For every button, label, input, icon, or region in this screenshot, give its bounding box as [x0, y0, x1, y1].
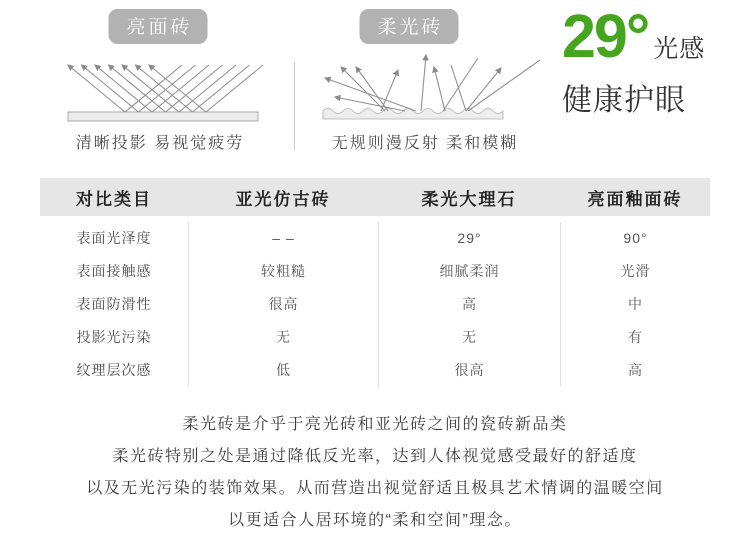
gloss-value: 29° — [562, 2, 649, 70]
table-cell: 90° — [560, 222, 710, 255]
product-description — [0, 409, 750, 537]
soft-tile-badge: 柔光砖 — [359, 9, 458, 44]
table-cell: – – — [188, 222, 378, 255]
comparison-table — [40, 178, 710, 387]
table-row — [40, 354, 710, 387]
table-row — [40, 288, 710, 321]
table-cell: 很高 — [378, 354, 560, 387]
row-label: 表面光泽度 — [76, 230, 152, 246]
row-label: 表面接触感 — [76, 263, 152, 279]
table-header-row — [40, 178, 710, 216]
table-cell: 高 — [378, 288, 560, 321]
row-label: 纹理层次感 — [76, 362, 152, 378]
description-line: 柔光砖是介乎于亮光砖和亚光砖之间的瓷砖新品类 — [182, 416, 568, 433]
table-header-category: 对比类目 — [76, 189, 152, 209]
table-row — [40, 321, 710, 354]
table-header-glossy-glazed: 亮面釉面砖 — [587, 189, 683, 209]
table-cell: 低 — [188, 354, 378, 387]
table-row — [40, 222, 710, 255]
gloss-stat-block — [562, 2, 737, 119]
row-label: 表面防滑性 — [76, 296, 152, 312]
table-header-matte-tile: 亚光仿古砖 — [235, 189, 331, 209]
description-line: 柔光砖特别之处是通过降低反光率，达到人体视觉感受最好的舒适度 — [112, 448, 638, 465]
table-cell: 29° — [378, 222, 560, 255]
table-cell: 有 — [560, 321, 710, 354]
table-cell: 无 — [188, 321, 378, 354]
table-cell: 光滑 — [560, 255, 710, 288]
table-cell: 很高 — [188, 288, 378, 321]
description-line: 以及无光污染的装饰效果。从而营造出视觉舒适且极具艺术情调的温暖空间 — [86, 480, 664, 497]
table-header-soft-marble: 柔光大理石 — [421, 189, 517, 209]
top-section-divider — [294, 62, 295, 150]
glossy-caption: 清晰投影 易视觉疲劳 — [75, 135, 245, 152]
eye-care-label: 健康护眼 — [562, 83, 686, 117]
table-cell: 中 — [560, 288, 710, 321]
row-label: 投影光污染 — [76, 329, 152, 345]
specular-reflection-icon — [60, 54, 265, 128]
table-cell: 较粗糙 — [188, 255, 378, 288]
table-row — [40, 255, 710, 288]
table-body — [40, 216, 710, 387]
table-cell: 无 — [378, 321, 560, 354]
table-cell: 高 — [560, 354, 710, 387]
glossy-tile-badge: 亮面砖 — [108, 9, 207, 44]
gloss-unit-label: 光感 — [653, 35, 706, 63]
diffuse-reflection-icon — [318, 48, 546, 124]
description-line: 以更适合人居环境的“柔和空间”理念。 — [228, 512, 522, 529]
soft-caption: 无规则漫反射 柔和模糊 — [331, 135, 519, 152]
table-cell: 细腻柔润 — [378, 255, 560, 288]
